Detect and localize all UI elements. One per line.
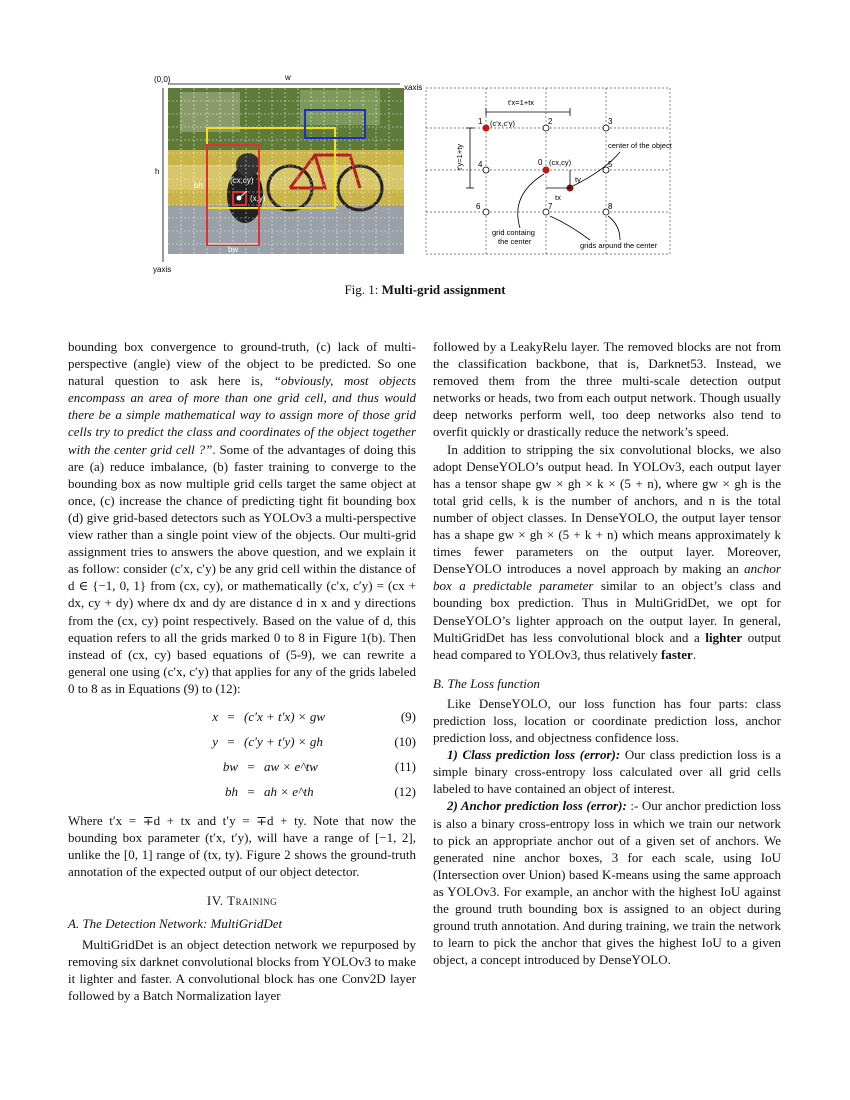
- n6: 6: [476, 202, 481, 211]
- ty-eq-label: t'y=1+ty: [455, 143, 464, 170]
- center-of-object-label: center of the object: [608, 141, 672, 150]
- right-p2-bold-faster: faster: [661, 646, 693, 662]
- eq10-lhs: y: [212, 734, 218, 750]
- n5: 5: [608, 160, 613, 169]
- node-1: [483, 125, 490, 132]
- x-axis-label: xaxis: [404, 83, 423, 92]
- left-paragraph-1: [68, 338, 416, 697]
- tx-label: tx: [555, 193, 561, 202]
- figure-multigrid: [150, 70, 690, 305]
- eq12-rhs: ah × e^th: [264, 784, 314, 800]
- grid-diagram: [404, 83, 673, 254]
- equation-10: [68, 731, 416, 753]
- eq9-lhs: x: [212, 709, 218, 725]
- n7: 7: [548, 202, 553, 211]
- right-paragraph-4: [433, 746, 781, 797]
- equation-11: [68, 756, 416, 778]
- right-p2-bold-lighter: lighter: [705, 629, 743, 645]
- cxcy-right-label: (cx,cy): [549, 158, 572, 167]
- right-paragraph-5: [433, 797, 781, 968]
- right-p2-end: .: [692, 646, 697, 662]
- n8: 8: [608, 202, 613, 211]
- left-paragraph-2: Where t′x = ∓d + tx and t′y = ∓d + ty. Note that now the bounding box parameter (t′x, t′y), will have a range of [−1, 2], unlike the [0, 1] range of (tx, ty). Figure 2 shows the ground-truth annotation of the expected output of our object detector.: [68, 812, 416, 880]
- photo-panel: [168, 88, 404, 254]
- y-axis-label: yaxis: [153, 265, 172, 274]
- equation-12: [68, 781, 416, 803]
- eq9-sign: =: [227, 709, 235, 725]
- eq12-number: (12): [394, 784, 416, 800]
- cxcy-prime-label: (c'x,c'y): [490, 119, 515, 128]
- left-column: [68, 338, 416, 1004]
- eq10-rhs: (c′y + t′y) × gh: [244, 734, 323, 750]
- left-paragraph-3: MultiGridDet is an object detection network we repurposed by removing six darknet convolutional blocks from YOLOv3 to make it lighter and faster. A convolutional block has one Conv2D layer followed by a Batch Normalization layer: [68, 936, 416, 1003]
- anchor-loss-text: :- Our anchor prediction loss is also a binary cross-entropy loss in which we train our network to pick an appropriate anchor out of a given set of anchors. We generated nine anchor boxes, 3 for each scale, using IoU (Intersection over Union) based K-means using the same approach as YOLOv3. For example, an anchor with the highest IoU against the ground truth bounding box is assigned to an object during ground truth annotation. And during training, we train the network to learn to pick the anchor that gives the highest IoU to a given object, a concept introduced by DenseYOLO.: [433, 798, 781, 968]
- w-label: w: [285, 73, 291, 82]
- bw-label: bw: [228, 245, 239, 254]
- node-0: [543, 167, 550, 174]
- class-loss-text: Our class prediction loss is a simple binary cross-entropy loss calculated over all grid cells labeled to have contained an object of interest.: [433, 747, 781, 797]
- figure-caption: [0, 282, 850, 298]
- figure-svg: [150, 70, 690, 305]
- eq9-rhs: (c′x + t′x) × gw: [244, 709, 325, 725]
- caption-label: Fig. 1:: [344, 282, 379, 297]
- bh-label: bh: [194, 181, 203, 190]
- eq11-rhs: aw × e^tw: [264, 759, 318, 775]
- eq9-number: (9): [400, 709, 416, 725]
- left-p1-rest: . Some of the advantages of doing this are (a) reduce imbalance, (b) faster training to converge to the bounding box as now multiple grid cells target the same object at once, (c) increase the chance of predicting tight fit bounding box (d) give grid-based detectors such as YOLOv3 a multi-perspective view rather than a single point view of the objects. Our multi-grid assignment tries to answers the above question, and we explain it as follow: consider (c′x, c′y) be any grid cell within the distance of d ∈ {−1, 0, 1} from (cx, cy), or mathematically (c′x, c′y) = (cx + dx, cy + dy) where dx and dy are distance d in x and y directions from the (cx, cy) point respectively. Based on the value of d, this equation refers to all the grids marked 0 to 8 in Figure 1(b). Then instead of (cx, cy) based equations of (5-9), we can rewrite a general one using (c′x, c′y) that applies for any of the grids labeled 0 to 8 as in Equations (9) to (12):: [68, 441, 416, 696]
- eq11-lhs: bw: [222, 759, 238, 775]
- eq10-number: (10): [394, 734, 416, 750]
- eq11-number: (11): [394, 759, 416, 775]
- anchor-loss-heading: 2) Anchor prediction loss (error):: [447, 798, 627, 814]
- right-p2-text: In addition to stripping the six convolutional blocks, we also adopt DenseYOLO’s output head. In YOLOv3, each output layer has a tensor shape gw × gh × k × (5 + n), where gw × gh is the total grid cells, k is the number of anchors, and n is the total number of object classes. In DenseYOLO, the output layer tensor has a shape gw × gh × (5 + k + n) which means approximately k times fewer parameters on the output layer. Moreover, DenseYOLO introduces a novel approach by making an: [433, 441, 781, 577]
- cxcy-label: (cx,cy): [230, 176, 254, 185]
- tx-eq-label: t'x=1+tx: [508, 98, 535, 107]
- section-heading-training: IV. Training: [206, 893, 278, 909]
- n4: 4: [478, 160, 483, 169]
- left-p1-text: bounding box convergence to ground-truth, (c) lack of multi-perspective (angle) view of the object to be predicted. So one natural question to ask here is,: [68, 339, 416, 389]
- subsection-heading-b: B. The Loss function: [433, 675, 540, 691]
- eq12-sign: =: [247, 784, 255, 800]
- class-loss-heading: 1) Class prediction loss (error):: [447, 747, 621, 763]
- right-p2-emphasis: anchor box a predictable parameter: [433, 561, 781, 594]
- origin-label: (0,0): [154, 75, 171, 84]
- eq10-sign: =: [227, 734, 235, 750]
- eq12-lhs: bh: [225, 784, 238, 800]
- subsection-heading-a: A. The Detection Network: MultiGridDet: [68, 916, 283, 932]
- grid-containing-label-2: the center: [498, 237, 532, 246]
- grids-around-label: grids around the center: [580, 241, 658, 250]
- right-paragraph-2: [433, 441, 781, 663]
- right-column: [433, 338, 781, 968]
- grid-containing-label-1: grid containg: [492, 228, 535, 237]
- n0: 0: [538, 158, 543, 167]
- n1: 1: [478, 117, 483, 126]
- right-paragraph-3: Like DenseYOLO, our loss function has four parts: class prediction loss, location or coordinate prediction loss, anchor prediction loss, and objectness confidence loss.: [433, 695, 781, 746]
- right-p2-rest2: output head compared to YOLOv3, thus relatively: [433, 629, 782, 662]
- right-p2-rest: similar to an object’s class and bounding box prediction. Thus in MultiGridDet, we opt for DenseYOLO’s lighter approach on the output layer. In general, MultiGridDet has less convolutional block and a: [433, 578, 782, 645]
- n3: 3: [608, 117, 613, 126]
- equation-9: [68, 706, 416, 728]
- xy-label: (x,y): [250, 194, 266, 203]
- right-paragraph-1: followed by a LeakyRelu layer. The removed blocks are not from the classification backbone, that is, Darknet53. Instead, we removed them from the three multi-scale detection output networks or heads, two from each output network. Though usually deep networks perform well, too deep networks also tend to overfit quickly or drastically reduce the network’s speed.: [433, 339, 781, 440]
- ty-label: ty: [575, 175, 581, 184]
- eq11-sign: =: [247, 759, 255, 775]
- caption-title: Multi-grid assignment: [381, 282, 506, 297]
- h-label: h: [155, 167, 160, 176]
- left-p1-quote: “obviously, most objects encompass an area of more than one grid cell, and thus would there be a simple mathematical way to assign more of those grid cells try to predict the class and coordinates of the object together with the center grid cell ?”: [68, 373, 417, 457]
- n2: 2: [548, 117, 553, 126]
